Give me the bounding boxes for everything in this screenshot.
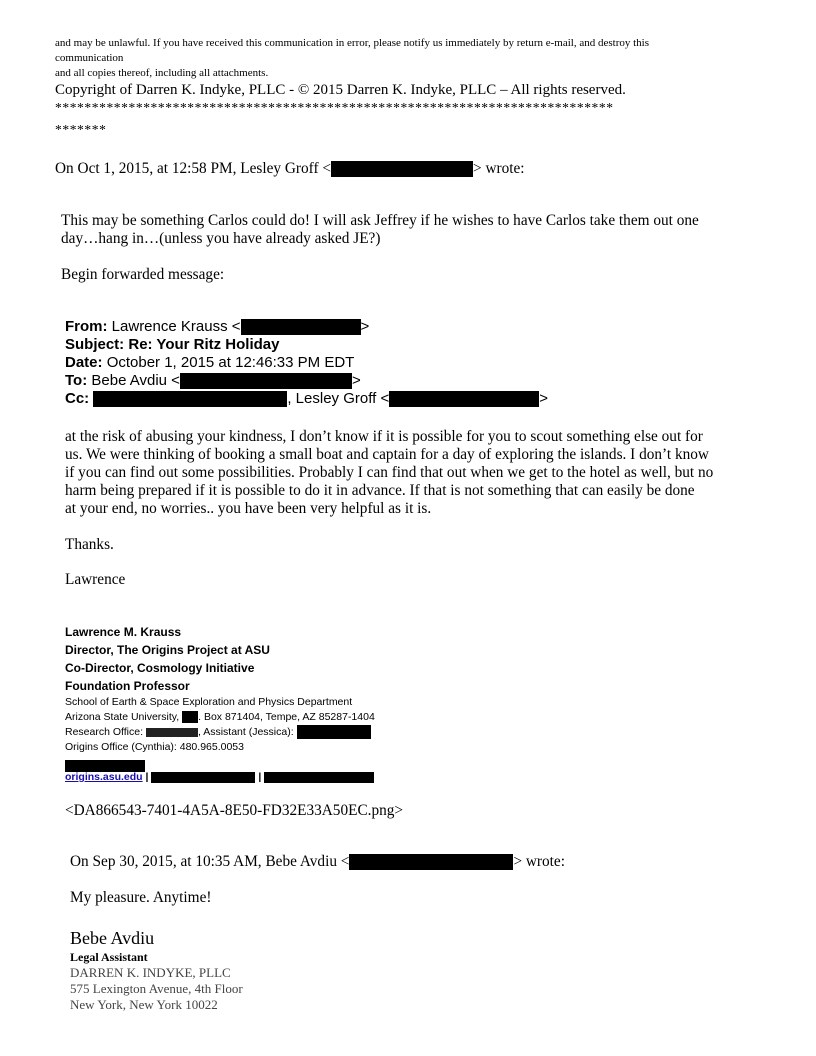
attribution-text: On Oct 1, 2015, at 12:58 PM, Lesley Groff < [55,160,332,177]
header-cc [65,390,548,408]
forwarded-body-line-1: at the risk of abusing your kindness, I don’t know if it is possible for you to scout something else out for [65,428,703,445]
redacted-email [180,373,352,389]
origins-link[interactable]: origins.asu.edu [65,771,143,783]
forwarded-body-line-5: at your end, no worries.. you have been very helpful as it is. [65,500,432,517]
research-prefix: Research Office: [65,726,146,738]
header-close: > [360,318,370,335]
attribution-text: On Sep 30, 2015, at 10:35 AM, Bebe Avdiu < [70,853,350,870]
signature-title-1: Director, The Origins Project at ASU [65,643,270,657]
signature-firm: DARREN K. INDYKE, PLLC [70,965,231,980]
signature-address-2: New York, New York 10022 [70,997,218,1012]
signature-name: Bebe Avdiu [70,928,155,948]
redacted-email [389,391,539,407]
header-date-value: October 1, 2015 at 12:46:33 PM EDT [106,354,355,371]
email-body-line-1: This may be something Carlos could do! I will ask Jeffrey if he wishes to have Carlos take them out one [61,212,699,229]
header-close: > [351,372,361,389]
attribution-suffix: > wrote: [513,853,565,870]
signature-title-2: Co-Director, Cosmology Initiative [65,661,255,675]
header-date [65,354,354,372]
address-suffix: . Box 871404, Tempe, AZ 85287-1404 [198,711,375,723]
signature-research-office [65,725,371,740]
header-to-value: Bebe Avdiu < [91,372,180,389]
attribution-suffix: > wrote: [473,160,525,177]
signature-origins-office: Origins Office (Cynthia): 480.965.0053 [65,741,244,753]
header-subject-value: Re: Your Ritz Holiday [128,336,280,353]
address-prefix: Arizona State University, [65,711,183,723]
signature-links [65,770,374,785]
disclaimer-line-3: and all copies thereof, including all attachments. [55,67,269,79]
header-from-value: Lawrence Krauss < [111,318,241,335]
forwarded-body-line-2: us. We were thinking of booking a small boat and captain for a day of exploring the islands. I don’t know [65,446,709,463]
separator-stars: **************************************************************************** [55,100,614,115]
disclaimer-line-2: communication [55,52,124,64]
header-from [65,318,369,336]
redacted-email [241,319,361,335]
disclaimer-line-1: and may be unlawful. If you have received this communication in error, please notify us immediately by return e-mail, and destroy this [55,37,649,49]
separator-stars-continued: ******* [55,122,107,137]
email-body: My pleasure. Anytime! [70,889,212,906]
redacted-link [264,772,374,783]
header-to [65,372,361,390]
header-to-label: To: [65,372,88,389]
forwarded-body-line-3: if you can find out some possibilities. Probably I can find that out when we get to the hotel as well, but no [65,464,714,481]
research-mid: , Assistant (Jessica): [197,726,297,738]
header-cc-label: Cc: [65,390,90,407]
signoff-name: Lawrence [65,571,126,588]
header-date-label: Date: [65,354,103,371]
header-subject [65,336,280,354]
email-body-line-2: day…hang in…(unless you have already asked JE?) [61,230,381,247]
redacted-email [349,854,513,870]
redacted-email [93,391,287,407]
signature-title: Legal Assistant [70,950,148,964]
header-cc-value: , Lesley Groff < [287,390,390,407]
attachment-filename[interactable]: <DA866543-7401-4A5A-8E50-FD32E33A50EC.png> [65,802,404,819]
attribution-sep30 [70,853,565,871]
redacted-link [151,772,255,783]
thanks-line: Thanks. [65,536,114,553]
redacted-email [331,161,473,177]
forward-label: Begin forwarded message: [61,266,225,283]
signature-title-3: Foundation Professor [65,679,190,693]
attribution-oct1 [55,160,525,178]
copyright-notice: Copyright of Darren K. Indyke, PLLC - © 2015 Darren K. Indyke, PLLC – All rights reserved. [55,82,626,98]
signature-name: Lawrence M. Krauss [65,625,182,639]
link-separator: | [258,771,262,783]
header-close: > [539,390,548,407]
redacted-phone [297,725,371,739]
signature-department: School of Earth & Space Exploration and Physics Department [65,696,353,708]
signature-address [65,710,375,725]
header-subject-label: Subject: [65,336,125,353]
redacted-text [182,711,198,723]
link-separator: | [145,771,149,783]
signature-address-1: 575 Lexington Avenue, 4th Floor [70,981,243,996]
header-from-label: From: [65,318,108,335]
redacted-phone [146,728,198,737]
forwarded-body-line-4: harm being prepared if it is possible to do it in advance. If that is not something that can easily be done [65,482,695,499]
